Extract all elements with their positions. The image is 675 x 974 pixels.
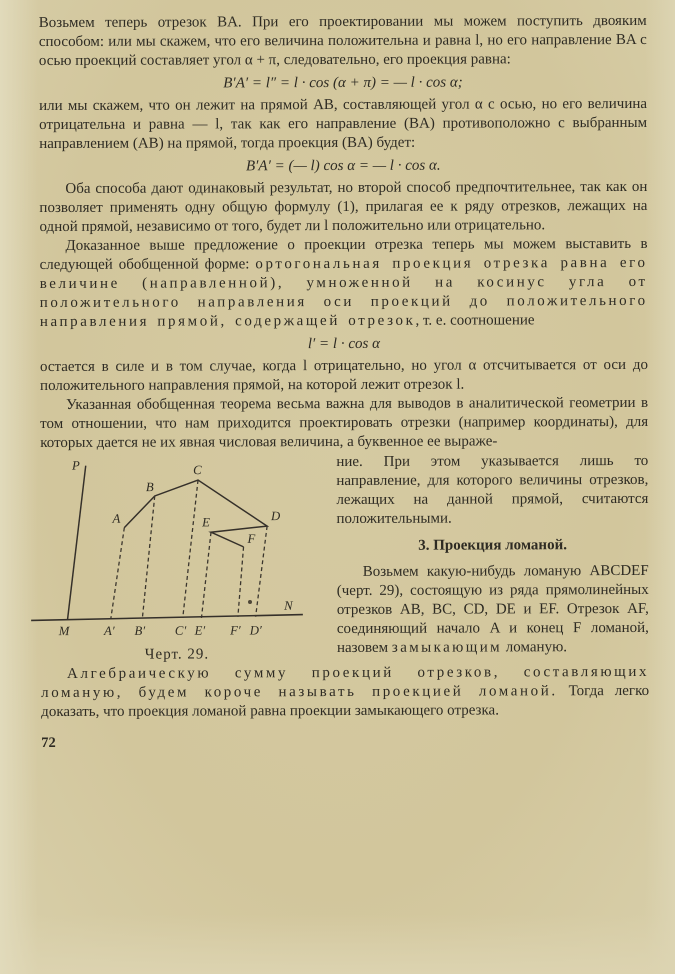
paragraph-remains-valid: остается в силе и в том случае, когда l отрицательно, но угол α отсчитывается от оси до положительного направления прямой, на которой лежит отрезок l.	[39, 356, 648, 395]
projection-line-e	[201, 532, 211, 618]
vertex-label-f: F	[247, 531, 256, 546]
paragraph-broken-line-start: Возьмем какую-нибудь ломаную ABCDEF (черт. 29), состоящую из ряда прямолинейных отрезков AB, BC, CD, DE и EF. Отрезок AF, соединяющий начало A и конец F ломаной, назовем	[336, 562, 649, 657]
paragraph-continuation: ние. При этом указывается лишь то направление, для которого величины отрезков, лежащих на данной прямой, считаются положительными.	[336, 452, 649, 528]
axis-label-n: N	[284, 598, 293, 613]
paragraph-algebraic-sum	[41, 663, 649, 722]
paragraph-generalized-start: Доказанное выше предложение о проекции отрезка теперь мы можем выставить в следующей обобщенной форме:	[39, 235, 648, 274]
vertex-label-e: E	[202, 515, 210, 530]
paragraph-algebraic-sum-normal: Тогда легко доказать, что проекция ломаной равна проекции замыкающего отрезка.	[41, 682, 650, 721]
foot-label-b-prime: B′	[134, 623, 146, 638]
axis-label-p: P	[71, 458, 80, 473]
vertex-label-c: C	[193, 463, 202, 478]
formula-projection-ba-2: B′A′ = (— l) cos α = — l · cos α.	[245, 157, 441, 175]
paragraph-second-way: или мы скажем, что он лежит на прямой AB, составляющей угол α с осью, но его величина отрицательна и равна — l, так как его направление (BA) противоположно с выбранным направлением (AB) на прямой, тогда проекция (BA) будет:	[39, 95, 648, 153]
page-number: 72	[41, 734, 56, 752]
axis-label-m: M	[58, 624, 70, 639]
projection-line-c	[182, 480, 198, 618]
vertex-label-d: D	[270, 509, 281, 524]
vertex-label-b: B	[145, 480, 154, 495]
formula-projection-ba-1: B′A′ = l″ = l · cos (α + π) = — l · cos α;	[223, 74, 463, 92]
foot-label-d-prime: D′	[249, 623, 262, 638]
paragraph-broken-line-emphasis: замыкающим	[391, 639, 503, 656]
paragraph-both-ways: Оба способа дают одинаковый результат, но второй способ предпочтительнее, так как он позволяет применять одну общую формулу (1), прилагая ее к ряду отрезков, лежащих на одной прямой, независимо от того, будет ли l положительно или отрицательно.	[39, 178, 648, 236]
right-text-column	[324, 452, 649, 664]
broken-line-projection-diagram	[28, 453, 325, 646]
paragraph-generalized-emphasis: ортогональная проекция отрезка равна его величине (направленной), умноженной на косинус угла от положительного направления оси проекций до положительного направления прямой, содержащей отрезок	[39, 254, 648, 331]
formula-l-cos-alpha: l′ = l · cos α	[307, 335, 380, 353]
vertex-label-a: A	[112, 511, 121, 526]
foot-label-f-prime: F′	[230, 623, 241, 638]
figure-caption: Черт. 29.	[144, 646, 210, 663]
paragraph-generalized-theorem	[40, 235, 648, 332]
paragraph-broken-line-end: ломаную.	[501, 639, 568, 656]
ray-mp	[67, 466, 86, 620]
paragraph-broken-line-abcdef	[337, 562, 649, 658]
paragraph-take-segment-ba: Возьмем теперь отрезок BA. При его проектировании мы можем поступить двояким способом: или мы скажем, что его величина положительна и равна l, но его направление BA с осью проекций составляет угол α + π, следовательно, его проекция равна:	[38, 12, 647, 70]
projection-axis-mn	[31, 615, 303, 621]
figure-chert-29	[28, 453, 325, 665]
paragraph-algebraic-sum-emphasis: Алгебраическую сумму проекций отрезков, составляющих ломаную, будем короче называть проекцией ломаной.	[41, 663, 650, 702]
projection-line-b	[142, 496, 155, 618]
paragraph-generalized-end: , т. е. соотношение	[415, 312, 535, 329]
foot-label-e-prime: E′	[194, 623, 206, 638]
foot-label-a-prime: A′	[104, 623, 115, 638]
paragraph-theorem-importance: Указанная обобщенная теорема весьма важна для выводов в аналитической геометрии в том отношении, что нам приходится проектировать отрезки (например координаты), для которых дается не их явная числовая величина, а буквенное ее выраже-	[40, 394, 649, 452]
projection-line-f	[238, 547, 244, 617]
foot-label-c-prime: C′	[174, 623, 187, 638]
figure-and-text-row	[40, 452, 649, 665]
section-heading-projection-of-broken-line: 3. Проекция ломаной.	[418, 537, 567, 554]
projection-line-a	[111, 528, 125, 619]
projection-line-d	[255, 526, 267, 617]
